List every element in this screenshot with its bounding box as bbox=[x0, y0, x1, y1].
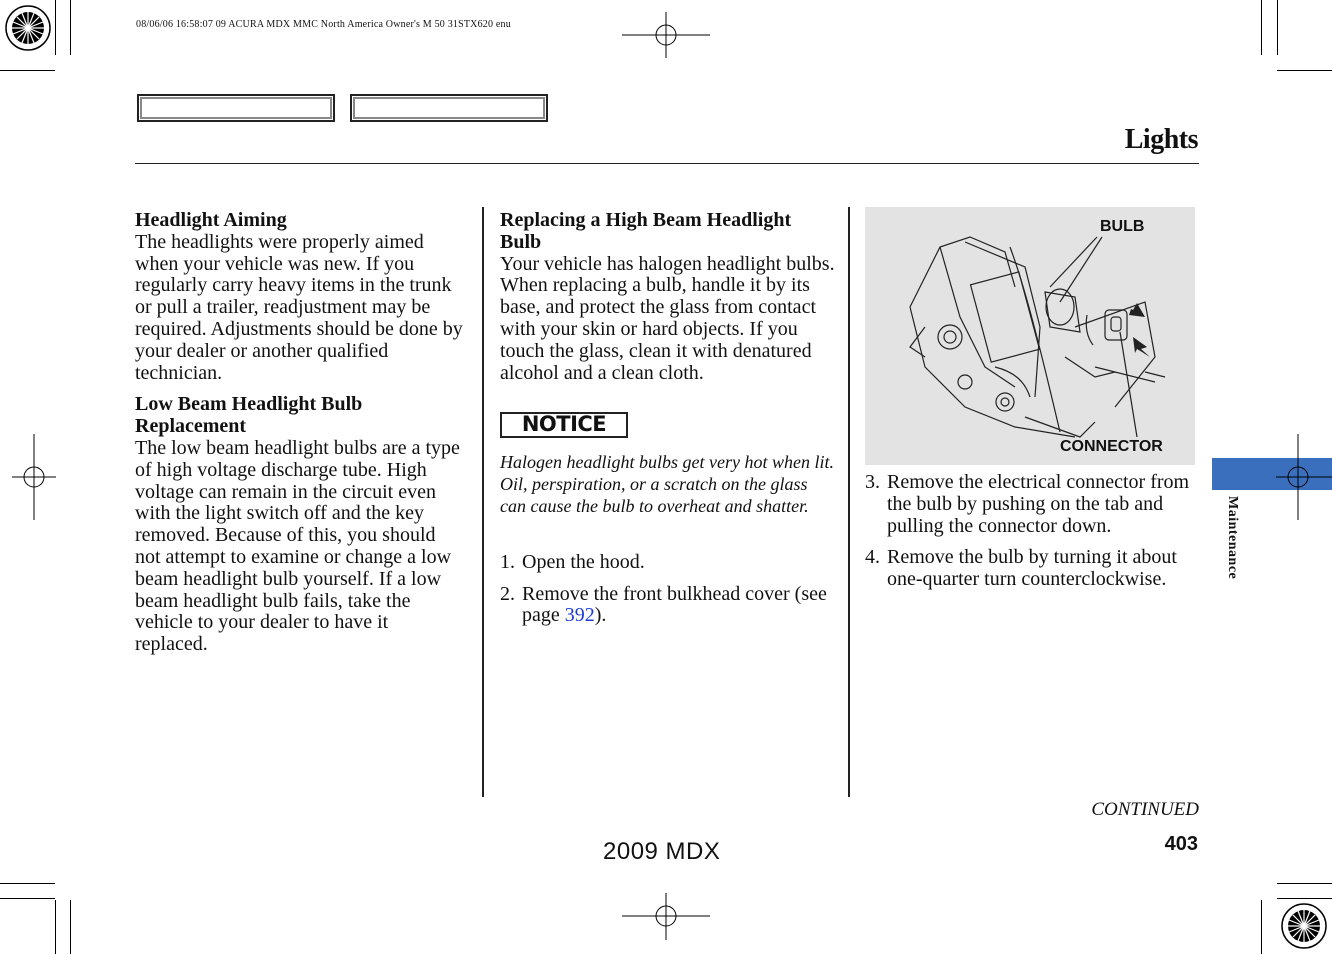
list-item bbox=[500, 552, 836, 574]
paragraph: The low beam headlight bulbs are a type of high voltage discharge tube. High voltage can remain in the circuit even with the light switch off and the key removed. Because of this, you should not attempt to examine or change a low beam headlight bulb yourself. If a low beam headlight bulb fails, take the vehicle to your dealer to have it replaced. bbox=[135, 436, 460, 656]
page-link[interactable]: 392 bbox=[564, 604, 595, 627]
sunburst-icon bbox=[1282, 904, 1326, 948]
step-number: 2. bbox=[500, 582, 515, 605]
print-info: 08/06/06 16:58:07 09 ACURA MDX MMC North America Owner's M 50 31STX620 enu bbox=[136, 19, 511, 30]
section-heading: Replacement bbox=[135, 415, 247, 438]
section-heading: Low Beam Headlight Bulb bbox=[135, 393, 363, 416]
section-heading: Replacing a High Beam Headlight bbox=[500, 209, 792, 231]
side-tab-label: Maintenance bbox=[1225, 496, 1240, 580]
notice-text: Halogen headlight bulbs get very hot when lit. Oil, perspiration, or a scratch on the glass can cause the bulb to overheat and shatter. bbox=[500, 452, 834, 516]
column-divider bbox=[482, 207, 484, 797]
step-text: Open the hood. bbox=[522, 550, 645, 573]
step-text: Remove the bulb by turning it about one-quarter turn counterclockwise. bbox=[887, 546, 1177, 591]
bulb-diagram bbox=[865, 207, 1195, 465]
crosshair-icon bbox=[622, 12, 710, 58]
continued-label: CONTINUED bbox=[1091, 799, 1199, 820]
nav-button-2[interactable] bbox=[350, 94, 548, 122]
step-text-part: ). bbox=[594, 604, 607, 627]
step-number: 1. bbox=[500, 550, 515, 573]
step-text bbox=[522, 584, 836, 628]
crosshair-icon bbox=[1270, 434, 1332, 520]
column-2 bbox=[500, 210, 836, 627]
crosshair-icon bbox=[12, 434, 56, 520]
paragraph: The headlights were properly aimed when your vehicle was new. If you regularly carry heavy items in the trunk or pull a trailer, readjustment may be required. Adjustments should be done by your dealer or another qualified technician. bbox=[135, 230, 463, 384]
step-text-part: Remove the front bulkhead cover (see page bbox=[522, 582, 827, 627]
footer-model: 2009 MDX bbox=[603, 838, 721, 865]
section-heading: Headlight Aiming bbox=[135, 209, 287, 231]
column-1 bbox=[135, 210, 465, 656]
page-number: 403 bbox=[1164, 833, 1198, 855]
nav-button-1[interactable] bbox=[137, 94, 335, 122]
list-item bbox=[500, 584, 836, 628]
page-title: Lights bbox=[1124, 124, 1198, 155]
section-heading: Bulb bbox=[500, 230, 542, 253]
paragraph: Your vehicle has halogen headlight bulbs. When replacing a bulb, handle it by its base, and protect the glass from contact with your skin or hard objects. If you touch the glass, clean it with denatured alcohol and a clean cloth. bbox=[500, 252, 835, 384]
sunburst-icon bbox=[6, 6, 50, 50]
step-text: Remove the electrical connector from the bulb by pushing on the tab and pulling the connector down. bbox=[887, 471, 1190, 537]
title-rule bbox=[135, 163, 1199, 164]
notice-badge: NOTICE bbox=[500, 412, 628, 438]
column-3 bbox=[865, 472, 1195, 591]
engine-bay-illustration bbox=[865, 207, 1195, 465]
figure-label-connector: CONNECTOR bbox=[1060, 438, 1163, 455]
crosshair-icon bbox=[622, 893, 710, 940]
list-item bbox=[865, 472, 1195, 537]
list-item bbox=[865, 547, 1195, 591]
column-divider bbox=[848, 207, 850, 797]
step-number: 4. bbox=[865, 546, 880, 569]
step-number: 3. bbox=[865, 471, 880, 493]
figure-label-bulb: BULB bbox=[1100, 218, 1145, 235]
